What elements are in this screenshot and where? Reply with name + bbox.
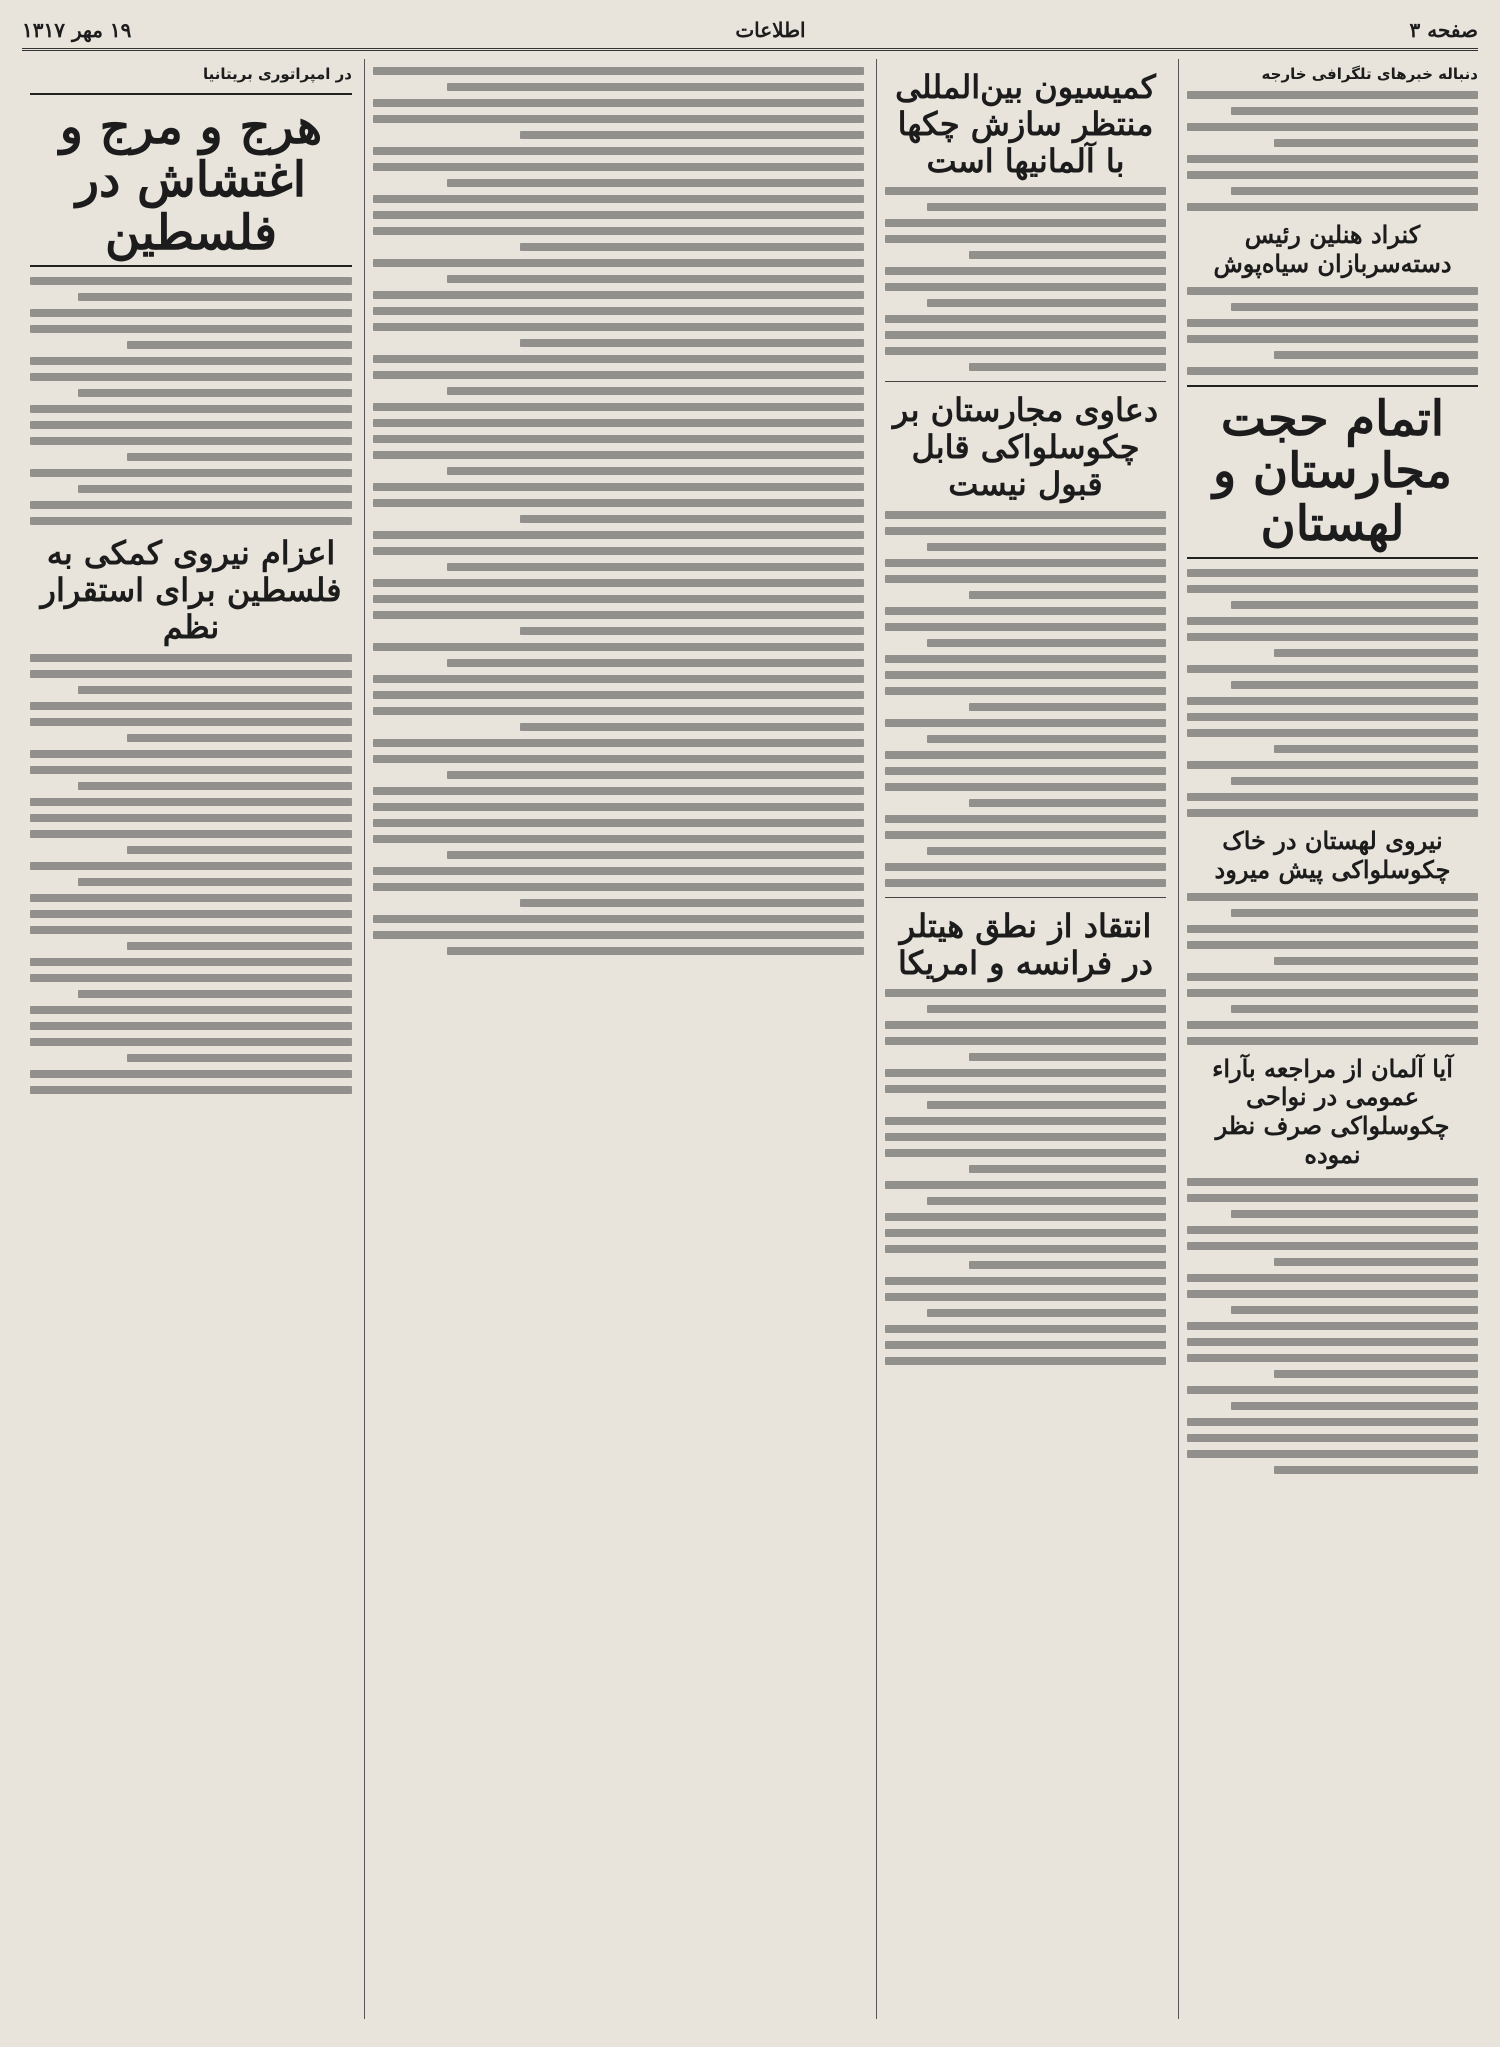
masthead: [22, 18, 1478, 51]
headline-major: اتمام حجت مجارستان و لهستان: [1187, 385, 1478, 559]
columns: [22, 59, 1478, 2019]
paper-name: اطلاعات: [735, 18, 806, 42]
article-text: [885, 187, 1166, 371]
headline: نیروی لهستان در خاک چکوسلواکی پیش میرود: [1214, 825, 1451, 884]
headline: کنراد هنلین رئیس دسته‌سربازان سیاه‌پوش: [1213, 220, 1452, 278]
issue-date: ۱۹ مهر ۱۳۱۷: [22, 18, 132, 42]
column-3: [364, 59, 864, 2019]
article-text: [885, 511, 1166, 887]
column-1: [1178, 59, 1478, 2019]
article-text: [885, 989, 1166, 1365]
headline-major: هرج و مرج و اغتشاش در فلسطین: [30, 93, 352, 267]
article-text: [1187, 569, 1478, 817]
article-text: [30, 654, 352, 1094]
article-text: [373, 67, 864, 955]
article-text: [1187, 287, 1478, 375]
headline: اعزام نیروی کمکی به فلسطین برای استقرار نظم: [40, 534, 342, 646]
article-text: [1187, 91, 1478, 211]
article-text: [1187, 893, 1478, 1045]
article-text: [1187, 1178, 1478, 1474]
kicker: در امپراتوری بریتانیا: [203, 65, 352, 83]
column-4: [22, 59, 352, 2019]
headline: آیا آلمان از مراجعه بآراء عمومی در نواحی چکوسلواکی صرف نظر نموده: [1212, 1053, 1453, 1169]
page-label: صفحه ۳: [1409, 18, 1478, 42]
article-text: [30, 277, 352, 525]
column-2: [876, 59, 1166, 2019]
kicker: دنباله خبرهای تلگرافی خارجه: [1261, 65, 1478, 83]
headline: کمیسیون بین‌المللی منتظر سازش چکها با آلمانیها است: [895, 68, 1156, 180]
headline: دعاوی مجارستان بر چکوسلواکی قابل قبول نیست: [892, 391, 1159, 503]
headline: انتقاد از نطق هیتلر در فرانسه و امریکا: [897, 906, 1154, 982]
